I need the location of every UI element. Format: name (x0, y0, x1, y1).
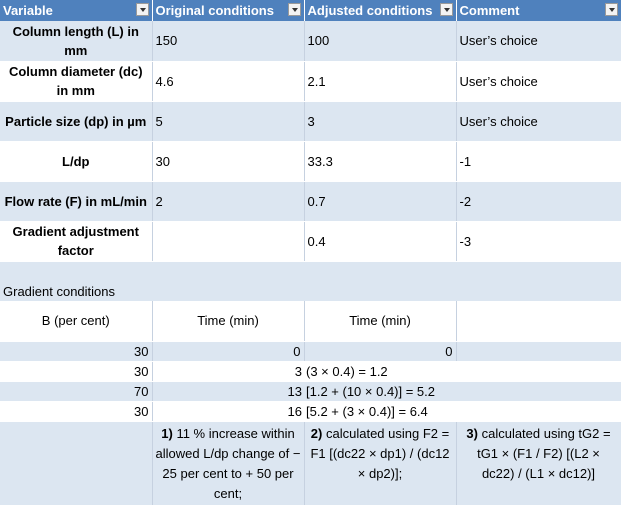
empty-cell[interactable] (456, 401, 621, 421)
empty-cell[interactable] (456, 341, 621, 361)
time-value[interactable]: 0 (304, 341, 456, 361)
variable-cell[interactable]: Column length (L) in mm (0, 21, 152, 61)
time-value[interactable]: 16 (152, 401, 304, 421)
empty-cell[interactable] (456, 301, 621, 341)
b-value[interactable]: 30 (0, 361, 152, 381)
note-2[interactable]: 2) calculated using F2 = F1 [(dc22 × dp1) / (dc12 × dp2)]; (304, 421, 456, 505)
gradient-header-row (0, 301, 621, 341)
gradient-row (0, 341, 621, 361)
table-row (0, 181, 621, 221)
notes-row (0, 421, 621, 505)
b-value[interactable]: 70 (0, 381, 152, 401)
variable-cell[interactable]: Gradient adjustment factor (0, 221, 152, 261)
gradient-row (0, 361, 621, 381)
comment-cell[interactable]: -1 (456, 141, 621, 181)
time-header[interactable]: Time (min) (152, 301, 304, 341)
table-row (0, 61, 621, 101)
time-header[interactable]: Time (min) (304, 301, 456, 341)
original-cell[interactable]: 30 (152, 141, 304, 181)
original-cell[interactable]: 4.6 (152, 61, 304, 101)
table-row (0, 221, 621, 261)
table-row (0, 21, 621, 61)
header-row (0, 0, 621, 21)
comment-cell[interactable]: User’s choice (456, 21, 621, 61)
filter-dropdown-icon[interactable] (440, 3, 453, 16)
filter-dropdown-icon[interactable] (136, 3, 149, 16)
b-value[interactable]: 30 (0, 341, 152, 361)
adjusted-cell[interactable]: 3 (304, 101, 456, 141)
filter-dropdown-icon[interactable] (288, 3, 301, 16)
variable-cell[interactable]: Particle size (dp) in µm (0, 101, 152, 141)
b-value[interactable]: 30 (0, 401, 152, 421)
gradient-title[interactable]: Gradient conditions (0, 261, 621, 301)
table-row (0, 141, 621, 181)
variable-cell[interactable]: L/dp (0, 141, 152, 181)
variable-cell[interactable]: Flow rate (F) in mL/min (0, 181, 152, 221)
variable-cell[interactable]: Column diameter (dc) in mm (0, 61, 152, 101)
time-value[interactable]: (3 × 0.4) = 1.2 (304, 361, 456, 381)
empty-cell[interactable] (0, 421, 152, 505)
header-variable: Variable (0, 0, 152, 21)
original-cell[interactable]: 2 (152, 181, 304, 221)
header-original: Original conditions (152, 0, 304, 21)
gradient-title-row (0, 261, 621, 301)
time-value[interactable]: [1.2 + (10 × 0.4)] = 5.2 (304, 381, 456, 401)
original-cell[interactable]: 5 (152, 101, 304, 141)
table-row (0, 101, 621, 141)
empty-cell[interactable] (456, 361, 621, 381)
filter-dropdown-icon[interactable] (605, 3, 618, 16)
time-value[interactable]: 3 (152, 361, 304, 381)
comment-cell[interactable]: User’s choice (456, 101, 621, 141)
b-header[interactable]: B (per cent) (0, 301, 152, 341)
adjusted-cell[interactable]: 33.3 (304, 141, 456, 181)
original-cell[interactable] (152, 221, 304, 261)
empty-cell[interactable] (456, 381, 621, 401)
adjusted-cell[interactable]: 0.4 (304, 221, 456, 261)
gradient-row (0, 401, 621, 421)
time-value[interactable]: 0 (152, 341, 304, 361)
comment-cell[interactable]: User’s choice (456, 61, 621, 101)
gradient-row (0, 381, 621, 401)
original-cell[interactable]: 150 (152, 21, 304, 61)
header-adjusted: Adjusted conditions (304, 0, 456, 21)
note-1[interactable]: 1) 11 % increase within allowed L/dp change of − 25 per cent to + 50 per cent; (152, 421, 304, 505)
comment-cell[interactable]: -3 (456, 221, 621, 261)
adjusted-cell[interactable]: 100 (304, 21, 456, 61)
time-value[interactable]: [5.2 + (3 × 0.4)] = 6.4 (304, 401, 456, 421)
note-3[interactable]: 3) calculated using tG2 = tG1 × (F1 / F2) [(L2 × dc22) / (L1 × dc12)] (456, 421, 621, 505)
time-value[interactable]: 13 (152, 381, 304, 401)
adjusted-cell[interactable]: 0.7 (304, 181, 456, 221)
header-comment: Comment (456, 0, 621, 21)
comment-cell[interactable]: -2 (456, 181, 621, 221)
adjusted-cell[interactable]: 2.1 (304, 61, 456, 101)
